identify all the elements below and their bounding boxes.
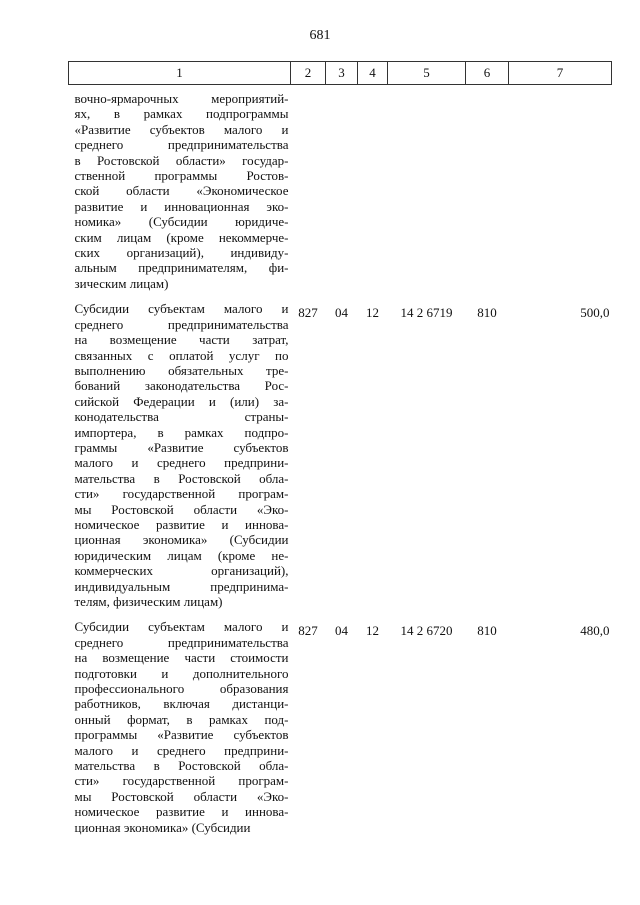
table-row (69, 619, 612, 845)
table-row (69, 301, 612, 619)
page-number: 681 (309, 28, 331, 43)
target-code: 14 2 6719 (400, 305, 453, 321)
description-line: бований законодательства Рос- (74, 378, 289, 394)
description-line: на возмещение части стоимости (74, 650, 289, 666)
row-description (69, 301, 291, 619)
description-line: мательства в Ростовской обла- (74, 470, 289, 486)
header-col-5: 5 (388, 62, 466, 85)
target-code (388, 85, 466, 302)
description-line: выполнению обязательных тре- (74, 362, 289, 378)
description-line: ционная экономика» (Субсидии (74, 532, 289, 548)
description-line: Субсидии субъектам малого и (74, 619, 289, 635)
description-line: телям, физическим лицам) (74, 594, 223, 609)
description-line: сти» государственной програм- (74, 486, 289, 502)
row-description (69, 85, 291, 302)
subsection-code: 12 (366, 623, 379, 639)
description-line: подготовки и дополнительного (74, 665, 289, 681)
description-line: ционная экономика» (Субсидии (74, 819, 251, 835)
expense-type-code: 810 (477, 305, 497, 321)
description-line: сийской Федерации и (или) за- (74, 393, 289, 409)
target-code: 14 2 6720 (400, 623, 453, 639)
ministry-code (291, 85, 326, 302)
budget-table (68, 61, 612, 845)
description-line: онный формат, в рамках под- (74, 711, 289, 727)
description-line: профессионального образования (74, 681, 289, 697)
description-line: Субсидии субъектам малого и (74, 301, 289, 317)
header-col-2: 2 (291, 62, 326, 85)
header-col-3: 3 (326, 62, 358, 85)
description-line: мы Ростовской области «Эко- (74, 788, 289, 804)
description-line: номическое развитие и иннова- (74, 516, 289, 532)
description-line: связанных с оплатой услуг по (74, 347, 289, 363)
description-line: граммы «Развитие субъектов (74, 439, 289, 455)
description-line: ях, в рамках подпрограммы (74, 106, 289, 122)
description-line: импортера, в рамках подпро- (74, 424, 289, 440)
description-line: «Развитие субъектов малого и (74, 121, 289, 137)
description-line: среднего предпринимательства (74, 316, 289, 332)
expense-type-code: 810 (477, 623, 497, 639)
description-line: сти» государственной програм- (74, 773, 289, 789)
description-line: в Ростовской области» государ- (74, 152, 289, 168)
section-code (326, 85, 358, 302)
description-line: среднего предпринимательства (74, 634, 289, 650)
subsection-code: 12 (366, 305, 379, 321)
description-line: программы «Развитие субъектов (74, 727, 289, 743)
description-line: ственной программы Ростов- (74, 168, 289, 184)
header-col-4: 4 (358, 62, 388, 85)
subsection-code (358, 85, 388, 302)
row-description (69, 619, 291, 845)
description-line: номическое развитие и иннова- (74, 804, 289, 820)
ministry-code: 827 (298, 623, 318, 639)
description-line: на возмещение части затрат, (74, 332, 289, 348)
description-line: работников, включая дистанци- (74, 696, 289, 712)
description-line: ским лицам (кроме некоммерче- (74, 229, 289, 245)
description-line: конодательства страны- (74, 409, 289, 425)
description-line: коммерческих организаций), (74, 563, 289, 579)
description-line: зическим лицам) (74, 275, 169, 291)
amount: 480,0 (580, 623, 610, 639)
description-line: индивидуальным предпринима- (74, 578, 289, 594)
section-code: 04 (335, 623, 348, 639)
description-line: альным предпринимателям, фи- (74, 260, 289, 276)
description-line: мы Ростовской области «Эко- (74, 501, 289, 517)
table-header-row (69, 62, 612, 85)
header-col-7: 7 (509, 62, 612, 85)
ministry-code: 827 (298, 305, 318, 321)
description-line: ской области «Экономическое (74, 183, 289, 199)
section-code: 04 (335, 305, 348, 321)
table-row (69, 85, 612, 302)
description-line: среднего предпринимательства (74, 137, 289, 153)
header-col-1: 1 (69, 62, 291, 85)
description-line: малого и среднего предприни- (74, 455, 289, 471)
amount: 500,0 (580, 305, 610, 321)
description-line: номика» (Субсидии юридиче- (74, 214, 289, 230)
description-line: малого и среднего предприни- (74, 742, 289, 758)
header-col-6: 6 (466, 62, 509, 85)
amount (509, 85, 612, 302)
description-line: ских организаций), индивиду- (74, 245, 289, 261)
description-line: развитие и инновационная эко- (74, 198, 289, 214)
expense-type-code (466, 85, 509, 302)
description-line: юридическим лицам (кроме не- (74, 547, 289, 563)
description-line: мательства в Ростовской обла- (74, 758, 289, 774)
description-line: вочно-ярмарочных мероприятий- (74, 91, 289, 106)
